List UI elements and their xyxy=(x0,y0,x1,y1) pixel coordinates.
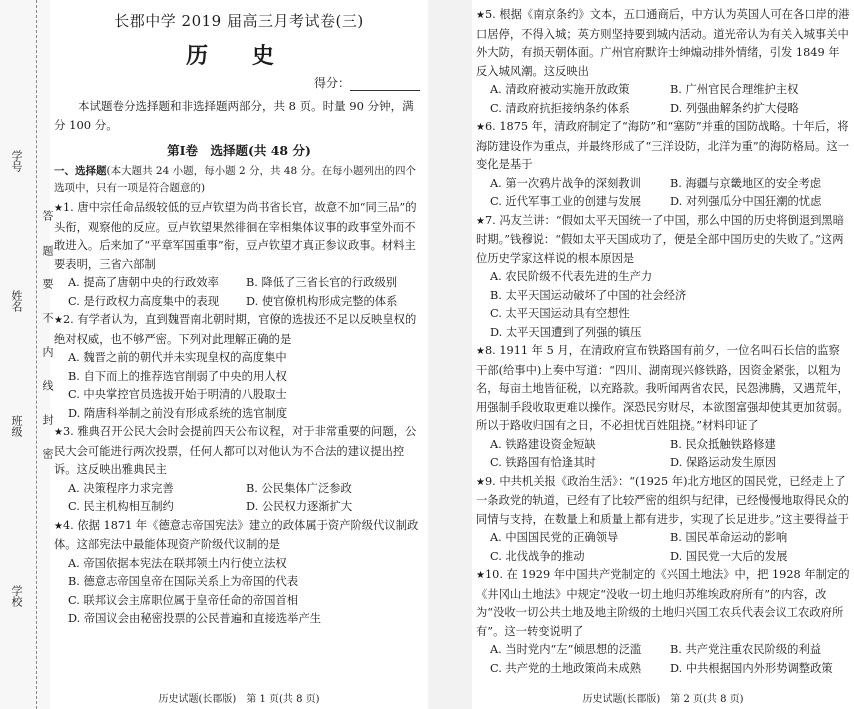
answer-option: D. 隋唐科举制之前没有形成系统的选官制度 xyxy=(68,406,288,420)
answer-option: C. 太平天国运动具有空想性 xyxy=(490,307,630,320)
answer-option: B. 国民革命运动的影响 xyxy=(670,531,788,544)
answer-option: A. 决策程序力求完善 xyxy=(68,481,174,495)
option-list xyxy=(54,555,424,629)
question-stem: 4. 依据 1871 年《德意志帝国宪法》建立的政体属于资产阶级代议制政体。这部宪法中最能体现资产阶级代议制的是 xyxy=(54,518,419,551)
answer-option: A. 第一次鸦片战争的深刻教训 xyxy=(490,176,641,190)
exam-title: 长郡中学 2019 届高三月考试卷(三) xyxy=(114,12,364,30)
star-icon: ★ xyxy=(476,215,485,227)
answer-option: B. 共产党注重农民阶级的利益 xyxy=(670,643,822,656)
seal-char: 封 xyxy=(41,414,54,425)
score-blank xyxy=(350,78,420,91)
option-list xyxy=(476,81,850,118)
answer-option: C. 北伐战争的推动 xyxy=(490,549,585,563)
seal-char: 密 xyxy=(41,448,54,459)
option-list xyxy=(476,436,850,473)
score-label: 得分： xyxy=(313,76,350,90)
question-text xyxy=(54,423,424,480)
section-instructions xyxy=(54,163,422,197)
instruction-body: (本大题共 24 小题，每小题 2 分，共 48 分。在每小题列出的四个选项中，只有一项是符合题意的) xyxy=(54,165,417,194)
option-list xyxy=(476,175,850,212)
question-item xyxy=(54,199,424,311)
answer-option: D. 使官僚机构形成完整的体系 xyxy=(246,294,398,308)
question-stem: 9. 中共机关报《政治生活》：“(1925 年)北方地区的国民党，已经走上了一条政党的轨道，已经有了比较严密的组织与纪律，已经慢慢地取得民众的同情与支持，在数量上和质量上都有进步，实现了长足进步。”这主要得益于 xyxy=(476,474,849,526)
answer-option: B. 自下而上的推荐选官削弱了中央的用人权 xyxy=(68,369,287,383)
question-text xyxy=(476,473,850,530)
answer-option: B. 民众抵触铁路修建 xyxy=(670,437,776,451)
page-footer: 历史试题(长郡版) 第 2 页(共 8 页) xyxy=(582,694,744,705)
star-icon: ★ xyxy=(54,315,63,326)
question-stem: 7. 冯友兰讲：“假如太平天国统一了中国，那么中国的历史将倒退到黑暗时期。”钱穆说：“假如太平天国成功了，便是全部中国历史的失败了。”这两位历史学家这样说的根本原因是 xyxy=(476,213,845,265)
answer-option: D. 国民党一大后的发展 xyxy=(670,549,788,563)
seal-char: 要 xyxy=(41,278,54,289)
exam-page-2 xyxy=(476,0,850,709)
question-item xyxy=(54,423,424,517)
question-item xyxy=(54,517,424,629)
question-item xyxy=(476,212,850,343)
answer-option: D. 列强曲解条约扩大侵略 xyxy=(670,101,799,115)
question-text xyxy=(54,199,424,274)
question-item xyxy=(476,6,850,118)
seal-char: 内 xyxy=(41,346,54,357)
star-icon: ★ xyxy=(476,476,485,488)
seal-char: 线 xyxy=(41,380,54,391)
answer-option: D. 公民权力逐渐扩大 xyxy=(246,500,353,513)
answer-option: B. 海疆与京畿地区的安全考虑 xyxy=(670,176,822,190)
answer-option: C. 民主机构相互制约 xyxy=(68,500,174,513)
answer-option: C. 中央掌控官员选拔开始于明清的八股取士 xyxy=(68,388,287,401)
seal-dashed-line xyxy=(36,0,37,709)
page-footer: 历史试题(长郡版) 第 1 页(共 8 页) xyxy=(158,694,320,705)
answer-option: C. 共产党的土地政策尚未成熟 xyxy=(490,661,641,675)
seal-char: 题 xyxy=(41,245,54,256)
option-list xyxy=(54,274,424,311)
seal-char: 不 xyxy=(41,312,54,323)
option-list xyxy=(54,349,424,423)
question-item xyxy=(476,566,850,678)
question-stem: 10. 在 1929 年中国共产党制定的《兴国土地法》中，把 1928 年制定的《井冈山土地法》中规定“没收一切土地归苏维埃政府所有”的内容，改为“没收一切公共土地及地主阶级的土地归兴国工农兵代表会议工农政府所有”。这一转变说明了 xyxy=(476,568,850,638)
binding-margin xyxy=(0,0,54,709)
binding-label-class: 班级 xyxy=(10,415,23,437)
question-item xyxy=(54,311,424,423)
question-stem: 3. 雅典召开公民大会时会提前四天公布议程，对于非常重要的问题，公民大会可能进行两次投票，任何人都可以对他认为不合法的建议提出控诉。这反映出雅典民主 xyxy=(54,425,417,476)
question-stem: 5. 根据《南京条约》文本，五口通商后，中方认为英国人可在各口岸的港口居停，不得入城；英方则坚持要到城内活动。道光帝认为有关入城事关中外大防，有损天朝体面。广州官府默许士绅煽动排外情绪，引发 1849 年反入城风潮。这反映出 xyxy=(476,8,850,78)
answer-option: D. 保路运动发生原因 xyxy=(670,456,777,469)
option-list xyxy=(476,641,850,678)
subject-heading: 历 史 xyxy=(186,43,292,69)
answer-option: C. 清政府抗拒接纳条约体系 xyxy=(490,101,630,115)
binding-label-student-id: 学号 xyxy=(10,150,23,172)
option-list xyxy=(54,480,424,517)
page-gutter xyxy=(428,0,472,709)
exam-intro: 本试题卷分选择题和非选择题两部分，共 8 页。时量 90 分钟，满分 100 分。 xyxy=(54,99,414,132)
question-text xyxy=(54,517,424,555)
answer-option: A. 中国国民党的正确领导 xyxy=(490,531,619,544)
section-title: 第Ⅰ卷 选择题(共 48 分) xyxy=(167,143,311,158)
score-field xyxy=(54,74,420,91)
star-icon: ★ xyxy=(476,346,485,357)
question-list xyxy=(476,6,850,678)
question-item xyxy=(476,118,850,212)
answer-option: D. 帝国议会由秘密投票的公民普遍和直接选举产生 xyxy=(68,612,322,625)
answer-option: A. 清政府被动实施开放政策 xyxy=(490,83,630,96)
exam-page-1 xyxy=(54,0,424,709)
question-item xyxy=(476,342,850,473)
answer-option: D. 中共根据国内外形势调整政策 xyxy=(670,661,833,675)
question-list xyxy=(54,199,424,629)
answer-option: A. 魏晋之前的朝代并未实现皇权的高度集中 xyxy=(68,351,287,364)
answer-option: B. 广州官民合理维护主权 xyxy=(670,83,799,96)
question-stem: 1. 唐中宗任命品级较低的豆卢钦望为尚书省长官，故意不加“同三品”的头衔，观察他的反应。豆卢钦望果然徘徊在宰相集体议事的政事堂外而不敢进入。后来加了“平章军国重事”衔，豆卢钦望才真正参议政事。材料主要表明，三省六部制 xyxy=(54,201,417,271)
answer-option: B. 降低了三省长官的行政级别 xyxy=(246,276,398,289)
answer-option: C. 铁路国有恰逢其时 xyxy=(490,456,596,469)
answer-option: C. 联邦议会主席职位属于皇帝任命的帝国首相 xyxy=(68,593,299,607)
star-icon: ★ xyxy=(54,427,63,438)
star-icon: ★ xyxy=(476,10,485,21)
answer-option: B. 公民集体广泛参政 xyxy=(246,481,352,495)
star-icon: ★ xyxy=(54,520,63,532)
answer-option: C. 是行政权力高度集中的表现 xyxy=(68,294,219,308)
binding-label-name: 姓名 xyxy=(10,290,23,312)
star-icon: ★ xyxy=(476,122,485,133)
question-text xyxy=(476,212,850,269)
answer-option: A. 当时党内“左”倾思想的泛滥 xyxy=(490,643,642,656)
question-text xyxy=(476,342,850,436)
star-icon: ★ xyxy=(476,570,485,581)
question-stem: 6. 1875 年，清政府制定了“海防”和“塞防”并重的国防战略。十年后，将海防建设作为重点，并最终形成了“三洋设防，北洋为重”的海防格局。这一变化是基于 xyxy=(476,120,850,171)
answer-option: C. 近代军事工业的创建与发展 xyxy=(490,195,641,208)
question-text xyxy=(476,6,850,81)
question-item xyxy=(476,473,850,567)
question-text xyxy=(476,566,850,641)
question-text xyxy=(54,311,424,349)
answer-option: D. 对列强瓜分中国狂潮的忧虑 xyxy=(670,195,822,208)
instruction-head: 一、选择题 xyxy=(54,165,107,177)
question-text xyxy=(476,118,850,175)
answer-option: D. 太平天国遭到了列强的镇压 xyxy=(490,325,642,339)
answer-option: B. 德意志帝国皇帝在国际关系上为帝国的代表 xyxy=(68,575,299,588)
question-stem: 8. 1911 年 5 月，在清政府宣布铁路国有前夕，一位名叫石长信的监察干部(给事中)上奏中写道：“四川、湖南现兴修铁路，因资金紧张，以粗为名，每亩土地皆征税，以充路款。我听闻两省农民，民怨沸腾，又遇荒年，用强制手段收取更难以操作。深恐民穷财尽，本欲图富强却使其更加贫弱。所以于路收归国有之日，不必担忧百姓阻挠。”材料印证了 xyxy=(476,344,849,432)
star-icon: ★ xyxy=(54,203,63,214)
answer-option: A. 提高了唐朝中央的行政效率 xyxy=(68,276,219,289)
option-list xyxy=(476,268,850,342)
binding-label-school: 学校 xyxy=(10,585,23,607)
question-stem: 2. 有学者认为，直到魏晋南北朝时期，官僚的选拔还不足以反映皇权的绝对权威，也不够严密。下列对此理解正确的是 xyxy=(54,313,417,346)
answer-option: A. 铁路建设资金短缺 xyxy=(490,437,596,451)
option-list xyxy=(476,529,850,566)
answer-option: A. 帝国依据本宪法在联邦领土内行使立法权 xyxy=(68,556,287,570)
seal-char: 答 xyxy=(41,210,54,221)
answer-option: B. 太平天国运动破坏了中国的社会经济 xyxy=(490,288,687,302)
answer-option: A. 农民阶级不代表先进的生产力 xyxy=(490,270,653,283)
